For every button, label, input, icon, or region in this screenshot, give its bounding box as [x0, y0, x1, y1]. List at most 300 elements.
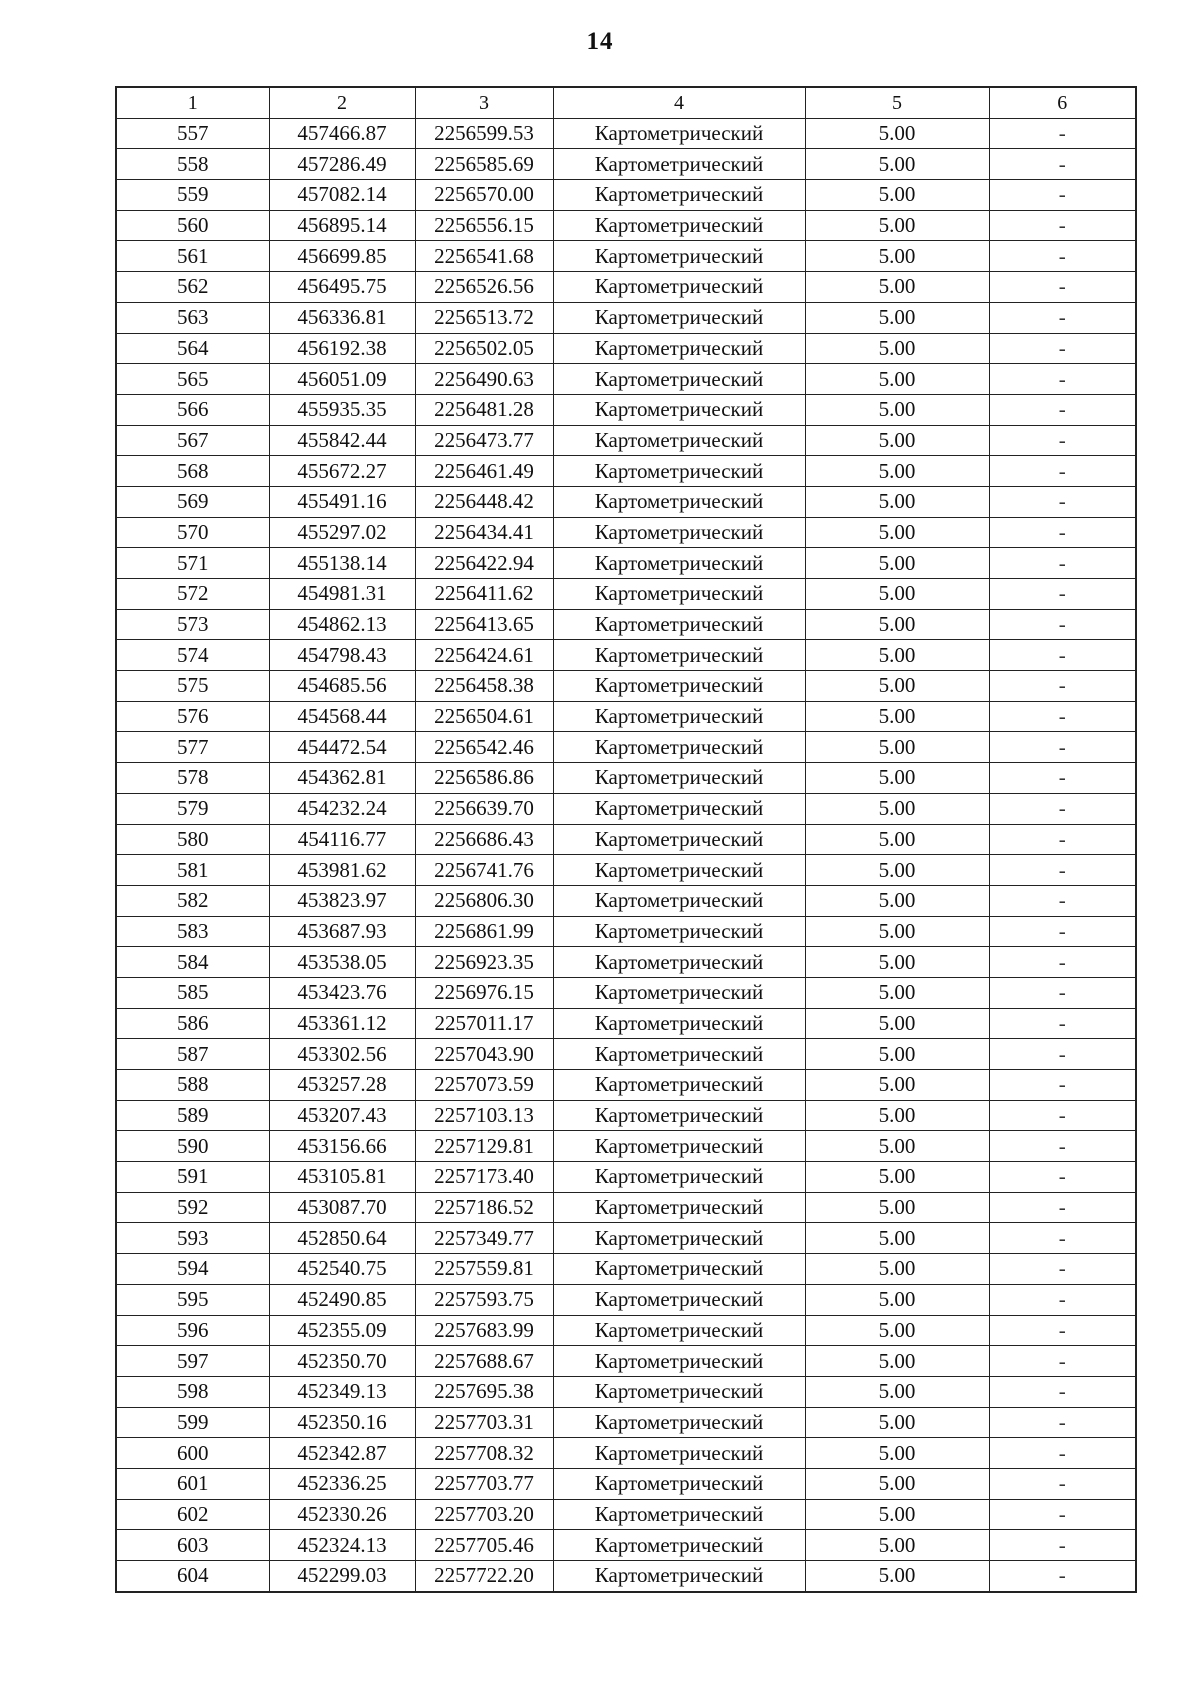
cell-y-coordinate: 2256976.15	[415, 977, 553, 1008]
table-row	[116, 579, 1136, 610]
cell-point-number: 601	[116, 1468, 269, 1499]
cell-note: -	[989, 364, 1136, 395]
cell-accuracy: 5.00	[805, 671, 989, 702]
cell-method: Картометрический	[553, 1100, 805, 1131]
cell-x-coordinate: 452350.16	[269, 1407, 415, 1438]
table-row	[116, 1100, 1136, 1131]
cell-y-coordinate: 2256458.38	[415, 671, 553, 702]
cell-accuracy: 5.00	[805, 1530, 989, 1561]
table-row	[116, 394, 1136, 425]
cell-point-number: 600	[116, 1438, 269, 1469]
cell-y-coordinate: 2256513.72	[415, 302, 553, 333]
cell-note: -	[989, 1008, 1136, 1039]
cell-point-number: 580	[116, 824, 269, 855]
cell-x-coordinate: 452540.75	[269, 1254, 415, 1285]
cell-accuracy: 5.00	[805, 916, 989, 947]
table-row	[116, 1254, 1136, 1285]
cell-y-coordinate: 2257073.59	[415, 1070, 553, 1101]
cell-accuracy: 5.00	[805, 885, 989, 916]
table-row	[116, 947, 1136, 978]
table-row	[116, 977, 1136, 1008]
header-col-1: 1	[116, 87, 269, 118]
cell-point-number: 588	[116, 1070, 269, 1101]
table-row	[116, 1346, 1136, 1377]
cell-note: -	[989, 916, 1136, 947]
table-row	[116, 1039, 1136, 1070]
cell-note: -	[989, 763, 1136, 794]
cell-note: -	[989, 302, 1136, 333]
cell-accuracy: 5.00	[805, 763, 989, 794]
cell-x-coordinate: 453361.12	[269, 1008, 415, 1039]
cell-note: -	[989, 1407, 1136, 1438]
cell-point-number: 603	[116, 1530, 269, 1561]
cell-accuracy: 5.00	[805, 609, 989, 640]
cell-accuracy: 5.00	[805, 1284, 989, 1315]
cell-note: -	[989, 947, 1136, 978]
cell-note: -	[989, 1346, 1136, 1377]
cell-y-coordinate: 2257349.77	[415, 1223, 553, 1254]
table-row	[116, 302, 1136, 333]
cell-accuracy: 5.00	[805, 1438, 989, 1469]
table-row	[116, 701, 1136, 732]
cell-method: Картометрический	[553, 1254, 805, 1285]
cell-y-coordinate: 2257186.52	[415, 1192, 553, 1223]
cell-method: Картометрический	[553, 671, 805, 702]
cell-note: -	[989, 1315, 1136, 1346]
cell-x-coordinate: 452324.13	[269, 1530, 415, 1561]
cell-method: Картометрический	[553, 302, 805, 333]
cell-method: Картометрический	[553, 701, 805, 732]
cell-y-coordinate: 2257703.20	[415, 1499, 553, 1530]
cell-x-coordinate: 453423.76	[269, 977, 415, 1008]
cell-x-coordinate: 456495.75	[269, 272, 415, 303]
header-col-4: 4	[553, 87, 805, 118]
table-row	[116, 1438, 1136, 1469]
cell-y-coordinate: 2257703.77	[415, 1468, 553, 1499]
cell-accuracy: 5.00	[805, 1192, 989, 1223]
cell-point-number: 604	[116, 1561, 269, 1592]
cell-note: -	[989, 425, 1136, 456]
cell-point-number: 564	[116, 333, 269, 364]
cell-x-coordinate: 452299.03	[269, 1561, 415, 1592]
table-row	[116, 1315, 1136, 1346]
table-row	[116, 885, 1136, 916]
table-row	[116, 517, 1136, 548]
cell-y-coordinate: 2256461.49	[415, 456, 553, 487]
cell-x-coordinate: 455138.14	[269, 548, 415, 579]
cell-y-coordinate: 2256586.86	[415, 763, 553, 794]
cell-accuracy: 5.00	[805, 1070, 989, 1101]
cell-point-number: 570	[116, 517, 269, 548]
table-row	[116, 824, 1136, 855]
cell-note: -	[989, 1131, 1136, 1162]
cell-method: Картометрический	[553, 210, 805, 241]
cell-point-number: 561	[116, 241, 269, 272]
cell-x-coordinate: 454472.54	[269, 732, 415, 763]
table-row	[116, 1530, 1136, 1561]
table-row	[116, 916, 1136, 947]
cell-accuracy: 5.00	[805, 333, 989, 364]
cell-y-coordinate: 2256585.69	[415, 149, 553, 180]
cell-x-coordinate: 456192.38	[269, 333, 415, 364]
cell-y-coordinate: 2257695.38	[415, 1376, 553, 1407]
table-row	[116, 763, 1136, 794]
cell-note: -	[989, 272, 1136, 303]
table-row	[116, 1070, 1136, 1101]
cell-accuracy: 5.00	[805, 977, 989, 1008]
cell-accuracy: 5.00	[805, 640, 989, 671]
cell-x-coordinate: 457082.14	[269, 180, 415, 211]
cell-point-number: 578	[116, 763, 269, 794]
cell-point-number: 560	[116, 210, 269, 241]
cell-accuracy: 5.00	[805, 1223, 989, 1254]
cell-method: Картометрический	[553, 855, 805, 886]
cell-point-number: 563	[116, 302, 269, 333]
cell-note: -	[989, 1561, 1136, 1592]
cell-accuracy: 5.00	[805, 1376, 989, 1407]
cell-note: -	[989, 149, 1136, 180]
cell-note: -	[989, 671, 1136, 702]
cell-y-coordinate: 2257722.20	[415, 1561, 553, 1592]
cell-x-coordinate: 454798.43	[269, 640, 415, 671]
cell-y-coordinate: 2256599.53	[415, 118, 553, 149]
cell-accuracy: 5.00	[805, 272, 989, 303]
cell-accuracy: 5.00	[805, 1468, 989, 1499]
cell-method: Картометрический	[553, 579, 805, 610]
cell-y-coordinate: 2256413.65	[415, 609, 553, 640]
table-row	[116, 1499, 1136, 1530]
table-row	[116, 793, 1136, 824]
cell-method: Картометрический	[553, 793, 805, 824]
cell-accuracy: 5.00	[805, 1039, 989, 1070]
cell-point-number: 558	[116, 149, 269, 180]
table-row	[116, 1407, 1136, 1438]
cell-accuracy: 5.00	[805, 1131, 989, 1162]
cell-point-number: 562	[116, 272, 269, 303]
table-row	[116, 425, 1136, 456]
cell-x-coordinate: 454685.56	[269, 671, 415, 702]
cell-note: -	[989, 609, 1136, 640]
cell-note: -	[989, 210, 1136, 241]
cell-y-coordinate: 2256541.68	[415, 241, 553, 272]
cell-y-coordinate: 2257705.46	[415, 1530, 553, 1561]
cell-x-coordinate: 454981.31	[269, 579, 415, 610]
cell-point-number: 575	[116, 671, 269, 702]
cell-point-number: 591	[116, 1162, 269, 1193]
cell-y-coordinate: 2256542.46	[415, 732, 553, 763]
cell-y-coordinate: 2257593.75	[415, 1284, 553, 1315]
cell-note: -	[989, 977, 1136, 1008]
cell-method: Картометрический	[553, 1346, 805, 1377]
cell-x-coordinate: 452330.26	[269, 1499, 415, 1530]
cell-method: Картометрический	[553, 1039, 805, 1070]
cell-accuracy: 5.00	[805, 1407, 989, 1438]
cell-y-coordinate: 2256806.30	[415, 885, 553, 916]
cell-accuracy: 5.00	[805, 241, 989, 272]
cell-note: -	[989, 517, 1136, 548]
cell-y-coordinate: 2256526.56	[415, 272, 553, 303]
cell-note: -	[989, 824, 1136, 855]
cell-note: -	[989, 1039, 1136, 1070]
cell-y-coordinate: 2256741.76	[415, 855, 553, 886]
cell-point-number: 577	[116, 732, 269, 763]
cell-point-number: 599	[116, 1407, 269, 1438]
cell-x-coordinate: 453538.05	[269, 947, 415, 978]
cell-method: Картометрический	[553, 333, 805, 364]
cell-y-coordinate: 2256473.77	[415, 425, 553, 456]
cell-method: Картометрический	[553, 1407, 805, 1438]
cell-accuracy: 5.00	[805, 118, 989, 149]
cell-method: Картометрический	[553, 1008, 805, 1039]
cell-note: -	[989, 118, 1136, 149]
cell-point-number: 598	[116, 1376, 269, 1407]
cell-note: -	[989, 640, 1136, 671]
table-row	[116, 732, 1136, 763]
cell-method: Картометрический	[553, 180, 805, 211]
cell-note: -	[989, 241, 1136, 272]
cell-accuracy: 5.00	[805, 1008, 989, 1039]
cell-note: -	[989, 1100, 1136, 1131]
cell-x-coordinate: 453823.97	[269, 885, 415, 916]
table-row	[116, 1008, 1136, 1039]
cell-y-coordinate: 2256490.63	[415, 364, 553, 395]
cell-point-number: 602	[116, 1499, 269, 1530]
cell-y-coordinate: 2256424.61	[415, 640, 553, 671]
cell-x-coordinate: 453156.66	[269, 1131, 415, 1162]
cell-x-coordinate: 454568.44	[269, 701, 415, 732]
cell-method: Картометрический	[553, 732, 805, 763]
cell-method: Картометрический	[553, 425, 805, 456]
cell-accuracy: 5.00	[805, 1254, 989, 1285]
cell-point-number: 574	[116, 640, 269, 671]
cell-note: -	[989, 333, 1136, 364]
cell-x-coordinate: 452355.09	[269, 1315, 415, 1346]
cell-note: -	[989, 1162, 1136, 1193]
header-col-6: 6	[989, 87, 1136, 118]
cell-note: -	[989, 1438, 1136, 1469]
cell-y-coordinate: 2256481.28	[415, 394, 553, 425]
cell-method: Картометрический	[553, 947, 805, 978]
cell-y-coordinate: 2256686.43	[415, 824, 553, 855]
cell-x-coordinate: 455935.35	[269, 394, 415, 425]
cell-method: Картометрический	[553, 977, 805, 1008]
table-row	[116, 272, 1136, 303]
cell-x-coordinate: 455672.27	[269, 456, 415, 487]
cell-x-coordinate: 454362.81	[269, 763, 415, 794]
cell-accuracy: 5.00	[805, 701, 989, 732]
cell-point-number: 589	[116, 1100, 269, 1131]
cell-note: -	[989, 1376, 1136, 1407]
cell-accuracy: 5.00	[805, 1499, 989, 1530]
cell-x-coordinate: 454862.13	[269, 609, 415, 640]
cell-point-number: 586	[116, 1008, 269, 1039]
cell-x-coordinate: 456336.81	[269, 302, 415, 333]
header-col-2: 2	[269, 87, 415, 118]
table-row	[116, 456, 1136, 487]
table-row	[116, 609, 1136, 640]
table-row	[116, 364, 1136, 395]
cell-y-coordinate: 2256448.42	[415, 486, 553, 517]
cell-x-coordinate: 453257.28	[269, 1070, 415, 1101]
cell-method: Картометрический	[553, 1192, 805, 1223]
table-row	[116, 333, 1136, 364]
cell-point-number: 583	[116, 916, 269, 947]
cell-x-coordinate: 456895.14	[269, 210, 415, 241]
cell-note: -	[989, 180, 1136, 211]
cell-y-coordinate: 2256411.62	[415, 579, 553, 610]
table-row	[116, 1468, 1136, 1499]
cell-y-coordinate: 2257011.17	[415, 1008, 553, 1039]
cell-y-coordinate: 2256556.15	[415, 210, 553, 241]
cell-y-coordinate: 2256570.00	[415, 180, 553, 211]
table-row	[116, 1376, 1136, 1407]
cell-point-number: 585	[116, 977, 269, 1008]
cell-y-coordinate: 2256504.61	[415, 701, 553, 732]
cell-y-coordinate: 2256861.99	[415, 916, 553, 947]
cell-x-coordinate: 457466.87	[269, 118, 415, 149]
cell-note: -	[989, 855, 1136, 886]
cell-method: Картометрический	[553, 548, 805, 579]
cell-x-coordinate: 452349.13	[269, 1376, 415, 1407]
cell-point-number: 587	[116, 1039, 269, 1070]
cell-x-coordinate: 452490.85	[269, 1284, 415, 1315]
cell-note: -	[989, 456, 1136, 487]
cell-method: Картометрический	[553, 486, 805, 517]
cell-point-number: 594	[116, 1254, 269, 1285]
table-row	[116, 1561, 1136, 1592]
cell-x-coordinate: 455842.44	[269, 425, 415, 456]
cell-accuracy: 5.00	[805, 1315, 989, 1346]
cell-y-coordinate: 2257103.13	[415, 1100, 553, 1131]
table-row	[116, 1223, 1136, 1254]
cell-method: Картометрический	[553, 394, 805, 425]
cell-accuracy: 5.00	[805, 579, 989, 610]
page-number: 14	[586, 28, 614, 55]
cell-note: -	[989, 548, 1136, 579]
cell-accuracy: 5.00	[805, 1561, 989, 1592]
cell-accuracy: 5.00	[805, 947, 989, 978]
table-header	[116, 87, 1136, 118]
table-row	[116, 1284, 1136, 1315]
cell-y-coordinate: 2257703.31	[415, 1407, 553, 1438]
table-row	[116, 241, 1136, 272]
cell-note: -	[989, 1070, 1136, 1101]
cell-accuracy: 5.00	[805, 364, 989, 395]
cell-note: -	[989, 1530, 1136, 1561]
cell-point-number: 593	[116, 1223, 269, 1254]
cell-y-coordinate: 2256639.70	[415, 793, 553, 824]
cell-x-coordinate: 453981.62	[269, 855, 415, 886]
cell-y-coordinate: 2257173.40	[415, 1162, 553, 1193]
table-row	[116, 486, 1136, 517]
cell-y-coordinate: 2257129.81	[415, 1131, 553, 1162]
table-row	[116, 149, 1136, 180]
table-row	[116, 118, 1136, 149]
table-row	[116, 180, 1136, 211]
cell-note: -	[989, 885, 1136, 916]
cell-x-coordinate: 452850.64	[269, 1223, 415, 1254]
cell-method: Картометрический	[553, 609, 805, 640]
cell-accuracy: 5.00	[805, 793, 989, 824]
header-col-5: 5	[805, 87, 989, 118]
cell-method: Картометрический	[553, 640, 805, 671]
cell-x-coordinate: 454232.24	[269, 793, 415, 824]
cell-accuracy: 5.00	[805, 456, 989, 487]
cell-method: Картометрический	[553, 118, 805, 149]
cell-x-coordinate: 456051.09	[269, 364, 415, 395]
cell-x-coordinate: 452336.25	[269, 1468, 415, 1499]
cell-note: -	[989, 1499, 1136, 1530]
table-row	[116, 855, 1136, 886]
cell-method: Картометрический	[553, 456, 805, 487]
cell-accuracy: 5.00	[805, 1162, 989, 1193]
cell-point-number: 569	[116, 486, 269, 517]
cell-method: Картометрический	[553, 149, 805, 180]
cell-accuracy: 5.00	[805, 394, 989, 425]
cell-accuracy: 5.00	[805, 732, 989, 763]
cell-y-coordinate: 2256502.05	[415, 333, 553, 364]
table-body	[116, 118, 1136, 1592]
header-col-3: 3	[415, 87, 553, 118]
coordinates-table	[115, 86, 1137, 1593]
cell-x-coordinate: 454116.77	[269, 824, 415, 855]
cell-point-number: 597	[116, 1346, 269, 1377]
cell-note: -	[989, 579, 1136, 610]
cell-point-number: 566	[116, 394, 269, 425]
cell-y-coordinate: 2257708.32	[415, 1438, 553, 1469]
cell-note: -	[989, 1254, 1136, 1285]
cell-method: Картометрический	[553, 241, 805, 272]
cell-point-number: 579	[116, 793, 269, 824]
cell-method: Картометрический	[553, 824, 805, 855]
cell-method: Картометрический	[553, 1561, 805, 1592]
cell-point-number: 582	[116, 885, 269, 916]
cell-point-number: 592	[116, 1192, 269, 1223]
cell-x-coordinate: 453207.43	[269, 1100, 415, 1131]
cell-method: Картометрический	[553, 1530, 805, 1561]
table-row	[116, 1162, 1136, 1193]
cell-note: -	[989, 394, 1136, 425]
cell-method: Картометрический	[553, 1131, 805, 1162]
cell-accuracy: 5.00	[805, 1346, 989, 1377]
table-row	[116, 640, 1136, 671]
cell-method: Картометрический	[553, 364, 805, 395]
table-row	[116, 671, 1136, 702]
cell-x-coordinate: 453105.81	[269, 1162, 415, 1193]
cell-method: Картометрический	[553, 763, 805, 794]
cell-point-number: 596	[116, 1315, 269, 1346]
cell-point-number: 590	[116, 1131, 269, 1162]
cell-method: Картометрический	[553, 1499, 805, 1530]
cell-point-number: 576	[116, 701, 269, 732]
cell-method: Картометрический	[553, 1468, 805, 1499]
cell-x-coordinate: 456699.85	[269, 241, 415, 272]
cell-x-coordinate: 455297.02	[269, 517, 415, 548]
cell-point-number: 565	[116, 364, 269, 395]
cell-x-coordinate: 457286.49	[269, 149, 415, 180]
cell-point-number: 584	[116, 947, 269, 978]
cell-method: Картометрический	[553, 1162, 805, 1193]
cell-note: -	[989, 793, 1136, 824]
cell-note: -	[989, 1192, 1136, 1223]
cell-method: Картометрический	[553, 885, 805, 916]
cell-point-number: 557	[116, 118, 269, 149]
cell-x-coordinate: 453687.93	[269, 916, 415, 947]
cell-y-coordinate: 2257559.81	[415, 1254, 553, 1285]
cell-method: Картометрический	[553, 1438, 805, 1469]
cell-point-number: 573	[116, 609, 269, 640]
cell-x-coordinate: 453302.56	[269, 1039, 415, 1070]
